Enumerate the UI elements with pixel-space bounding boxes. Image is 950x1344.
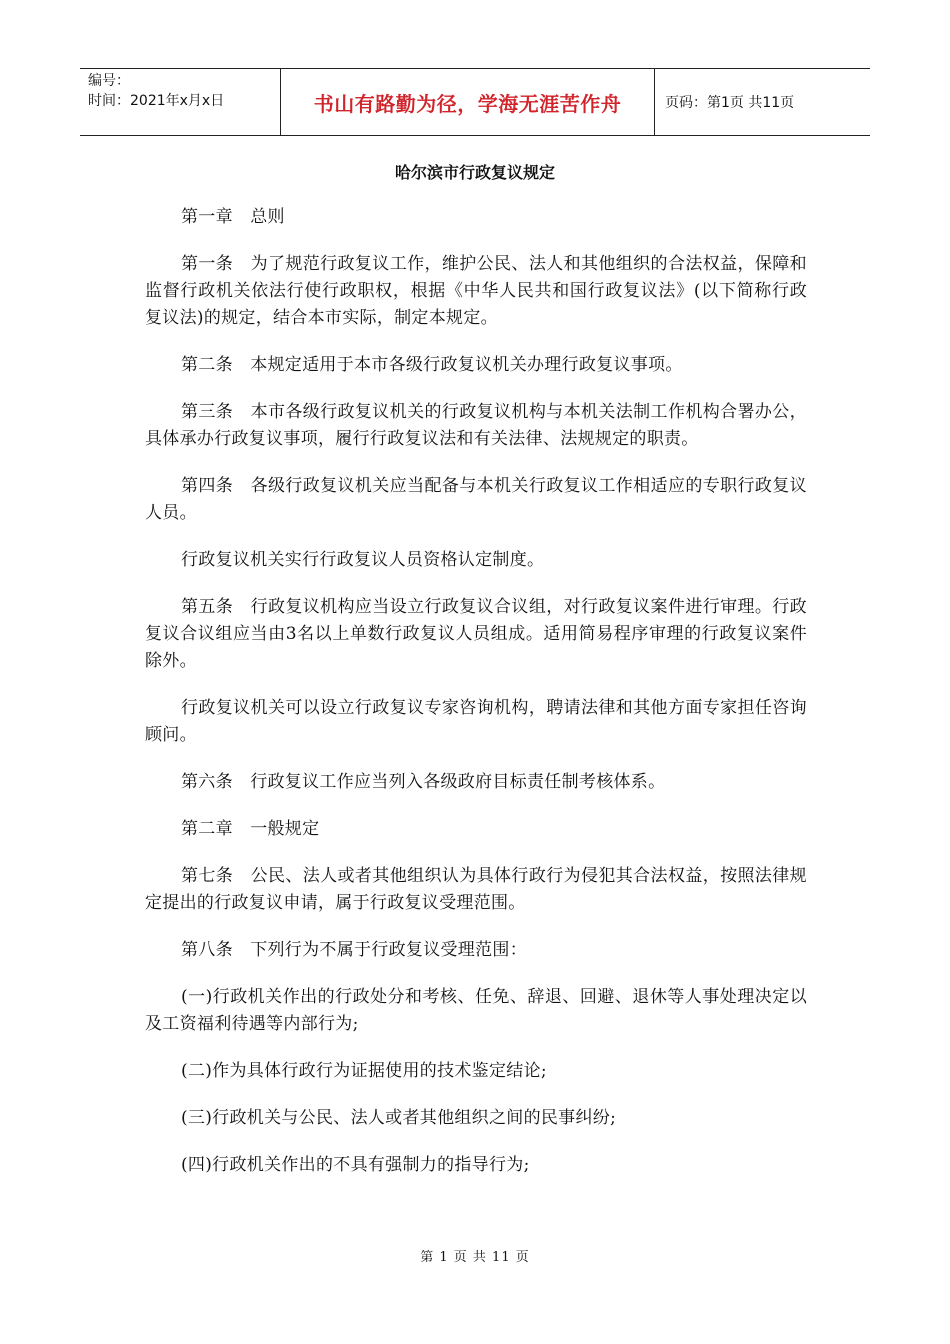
page-footer: 第 1 页 共 11 页 — [420, 1250, 530, 1265]
paragraph: 第二条 本规定适用于本市各级行政复议机关办理行政复议事项。 — [181, 355, 683, 375]
document-title: 哈尔滨市行政复议规定 — [394, 163, 555, 182]
paragraph: (一)行政机关作出的行政处分和考核、任免、辞退、回避、退休等人事处理决定以及工资福利待遇等内部行为; — [145, 987, 807, 1034]
paragraph: 行政复议机关可以设立行政复议专家咨询机构，聘请法律和其他方面专家担任咨询顾问。 — [145, 698, 807, 745]
paragraph: 第二章 一般规定 — [181, 819, 320, 839]
header-time-label: 时间：2021年x月x日 — [88, 93, 225, 109]
paragraph: 行政复议机关实行行政复议人员资格认定制度。 — [181, 550, 545, 570]
document-body — [145, 204, 807, 1199]
paragraph: 第三条 本市各级行政复议机关的行政复议机构与本机关法制工作机构合署办公，具体承办行政复议事项，履行行政复议法和有关法律、法规规定的职责。 — [145, 402, 807, 449]
paragraph: 第六条 行政复议工作应当列入各级政府目标责任制考核体系。 — [181, 772, 666, 792]
paragraph: 第八条 下列行为不属于行政复议受理范围： — [181, 940, 527, 960]
paragraph: (四)行政机关作出的不具有强制力的指导行为; — [181, 1155, 530, 1175]
header-motto: 书山有路勤为径，学海无涯苦作舟 — [281, 69, 655, 135]
header-meta-cell — [80, 69, 281, 135]
paragraph: 第一章 总则 — [181, 207, 285, 227]
paragraph: (三)行政机关与公民、法人或者其他组织之间的民事纠纷; — [181, 1108, 617, 1128]
document-header — [80, 68, 870, 136]
paragraph: 第五条 行政复议机构应当设立行政复议合议组，对行政复议案件进行审理。行政复议合议组应当由3名以上单数行政复议人员组成。适用简易程序审理的行政复议案件除外。 — [145, 597, 807, 671]
header-page-code: 页码：第1页 共11页 — [665, 95, 795, 111]
paragraph: 第七条 公民、法人或者其他组织认为具体行政行为侵犯其合法权益，按照法律规定提出的行政复议申请，属于行政复议受理范围。 — [145, 866, 807, 913]
paragraph: 第四条 各级行政复议机关应当配备与本机关行政复议工作相适应的专职行政复议人员。 — [145, 476, 807, 523]
paragraph: (二)作为具体行政行为证据使用的技术鉴定结论; — [181, 1061, 547, 1081]
header-number-label: 编号： — [88, 73, 130, 89]
paragraph: 第一条 为了规范行政复议工作，维护公民、法人和其他组织的合法权益，保障和监督行政机关依法行使行政职权，根据《中华人民共和国行政复议法》(以下简称行政复议法)的规定，结合本市实际，制定本规定。 — [145, 254, 807, 328]
